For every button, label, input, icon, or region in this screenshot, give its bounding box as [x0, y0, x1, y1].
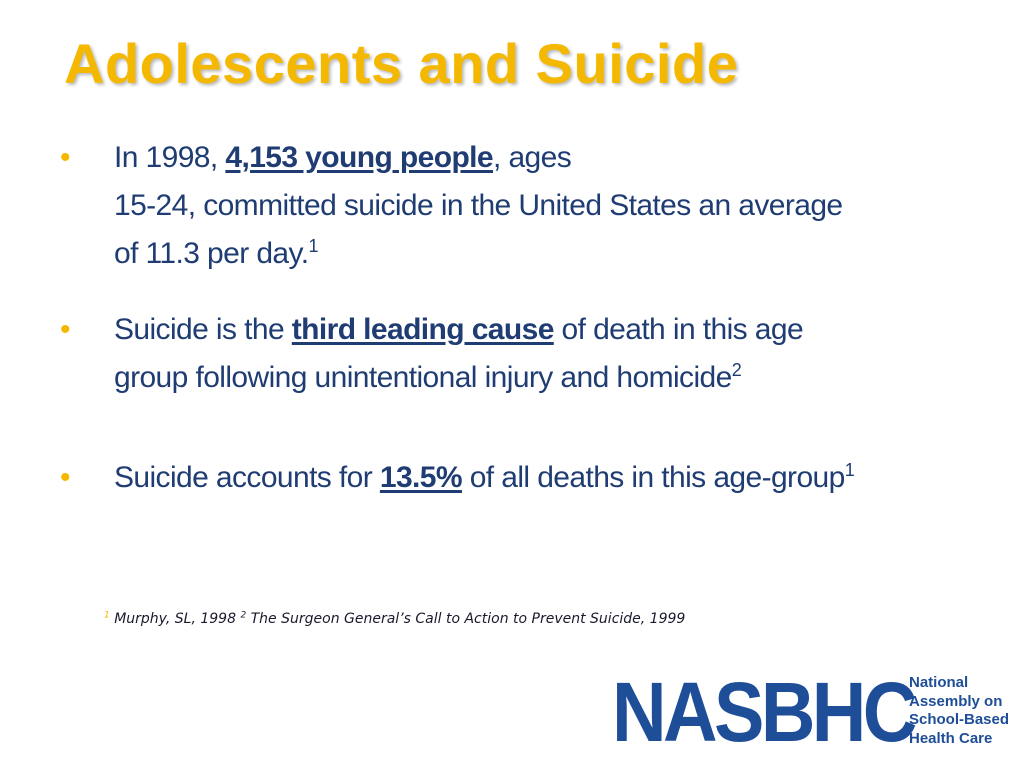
bullet-item — [60, 454, 980, 502]
logo-tagline — [909, 674, 1009, 748]
bullet-text: of 11.3 per day. — [114, 237, 309, 270]
bullet-dot-icon: • — [60, 141, 70, 174]
bullet-text: of all deaths in this age-group — [461, 461, 845, 494]
reference-marker: 2 — [240, 610, 247, 621]
bullet-highlight: 13.5% — [379, 461, 462, 494]
bullet-item — [60, 134, 980, 278]
slide-title: Adolescents and Suicide — [64, 32, 739, 95]
bullet-text: 15-24, committed suicide in the United States an average — [114, 189, 843, 222]
bullet-dot-icon: • — [60, 461, 70, 494]
logo-tagline-line: National — [909, 674, 969, 691]
bullet-text: group following unintentional injury and homicide — [114, 361, 732, 394]
logo-tagline-line: School-Based — [909, 711, 1010, 728]
logo-wordmark: NASBHC — [612, 665, 914, 759]
bullet-highlight: 4,153 young people — [225, 141, 493, 174]
logo-tagline-line: Health Care — [909, 729, 993, 747]
bullet-list — [60, 134, 980, 502]
bullet-text: Suicide accounts for — [114, 461, 380, 494]
footnote-marker: 2 — [731, 360, 742, 380]
bullet-text: In 1998, — [114, 141, 226, 174]
bullet-text: of death in this age — [553, 313, 804, 346]
footnote-marker: 1 — [844, 460, 855, 480]
reference-text: Murphy, SL, 1998 — [114, 611, 236, 627]
references — [104, 611, 685, 627]
bullet-highlight: third leading cause — [291, 313, 554, 346]
bullet-item — [60, 306, 980, 402]
bullet-text: , ages — [492, 141, 572, 174]
reference-marker: 1 — [104, 610, 110, 621]
bullet-dot-icon: • — [60, 313, 70, 346]
nasbhc-logo — [612, 665, 1010, 759]
logo-tagline-line: Assembly on — [909, 692, 1003, 710]
reference-text: The Surgeon General’s Call to Action to Prevent Suicide, 1999 — [250, 611, 686, 627]
bullet-text: Suicide is the — [114, 313, 292, 346]
footnote-marker: 1 — [308, 236, 318, 256]
